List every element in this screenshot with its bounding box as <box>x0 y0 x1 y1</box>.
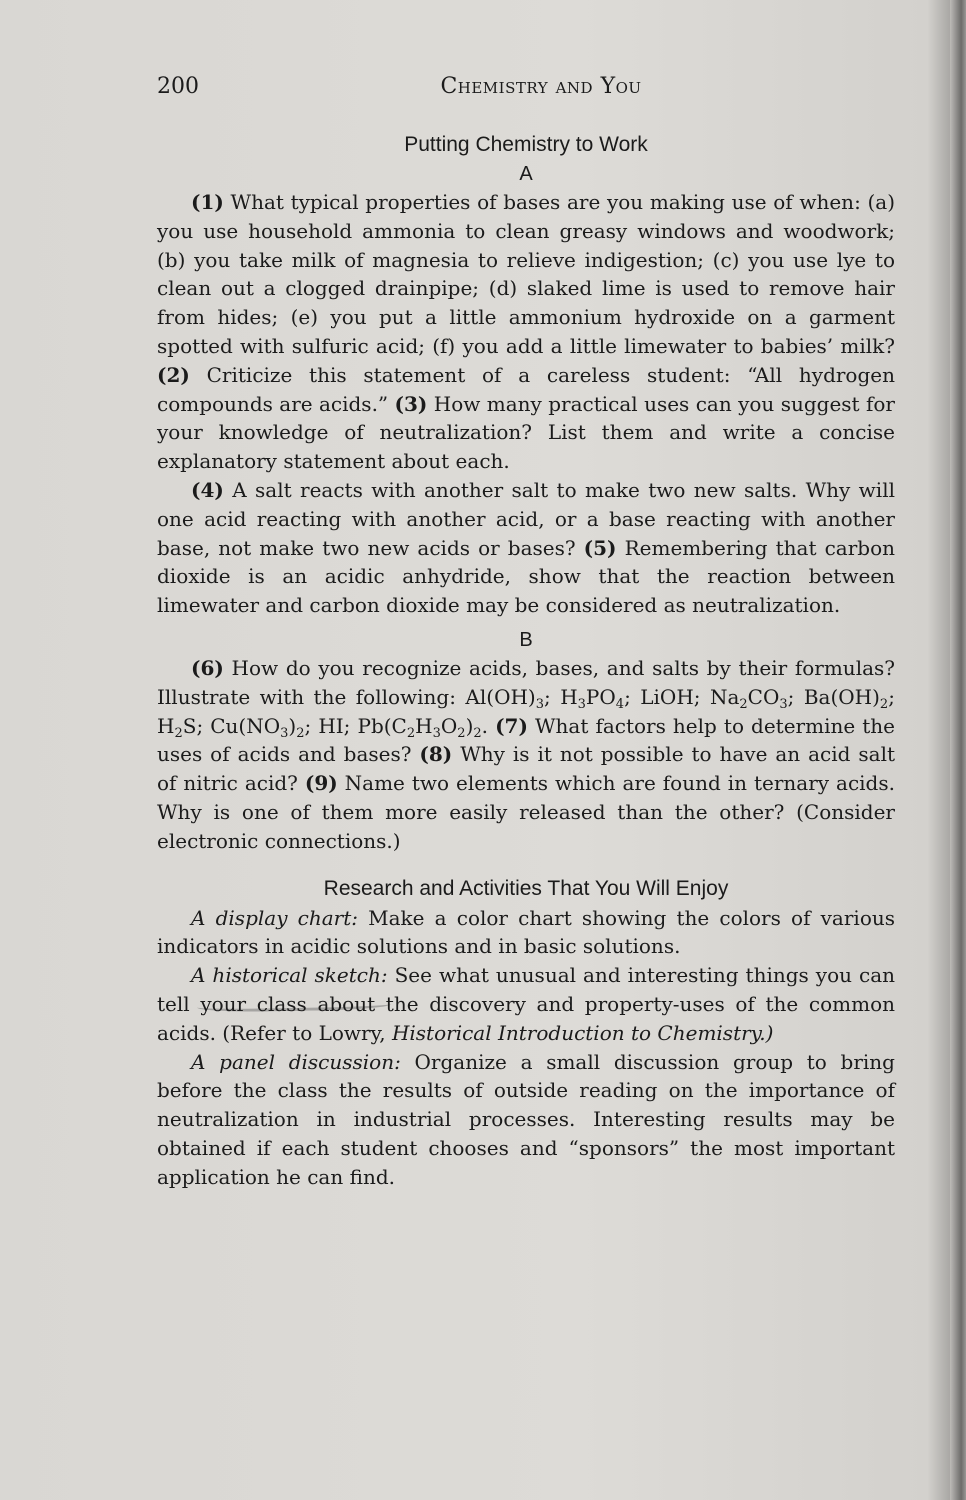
formula-lioh: LiOH <box>640 684 694 709</box>
section-title-putting-chemistry: Putting Chemistry to Work <box>404 133 648 156</box>
activity-text: See what unusual and interesting things you can tell your class about the discovery and property-uses of the common acids. (Refer to Lowry, <box>157 963 895 1045</box>
question-text: Name two elements which are found in ternary acids. Why is one of them more easily released than the other? (Consider electronic connections.) <box>157 771 895 853</box>
question-number: (5) <box>583 535 617 560</box>
question-text: What typical properties of bases are you making use of when: (a) you use household ammonia to clean greasy windows and woodwork; (b) you take milk of magnesia to relieve indigestion; (c) you use lye to clean out a clogged drainpipe; (d) slaked lime is used to remove hair from hides; (e) you put a little ammonium hydroxide on a garment spotted with sulfuric acid; (f) you add a little limewater to babies’ milk? <box>157 190 895 358</box>
page-body <box>157 130 895 1192</box>
question-number: (8) <box>419 742 453 767</box>
page-edge-shadow <box>950 0 966 1500</box>
question-text: How do you recognize acids, bases, and salts by their formulas? Illustrate with the following: <box>157 655 895 709</box>
question-text: Criticize this statement of a careless student: “All hydrogen compounds are acids.” <box>157 362 895 416</box>
formula-h2s: $H_2S$ <box>157 713 197 741</box>
activity-lead: A historical sketch: <box>191 963 388 988</box>
formula-na2co3: $Na_2CO_3$ <box>709 684 788 712</box>
subsection-label-a: A <box>519 163 533 185</box>
formula-hi: HI <box>318 713 344 738</box>
question-text: Why is it not possible to have an acid salt of nitric acid? <box>157 742 896 796</box>
formula-baoh2: $Ba(OH)_2$ <box>803 684 889 712</box>
page-number: 200 <box>157 74 199 99</box>
question-number: (6) <box>191 655 224 680</box>
activity-text: Organize a small discussion group to bring before the class the results of outside reading on the importance of neutralization in industrial processes. Interesting results may be obtained if each student chooses and “sponsors” the most important application he can find. <box>157 1049 895 1189</box>
question-number: (4) <box>191 477 224 502</box>
formula-h3po4: $H_3PO_4$ <box>560 684 625 712</box>
formula-lead-acetate: $Pb(C_2H_3O_2)_2$ <box>357 713 482 741</box>
question-text: Remembering that carbon dioxide is an acidic anhydride, show that the reaction between limewater and carbon dioxide may be considered as neutralization. <box>157 535 895 618</box>
reference-title: Historical Introduction to Chemistry.) <box>391 1020 774 1045</box>
question-number: (7) <box>495 713 528 738</box>
question-text: A salt reacts with another salt to make two new salts. Why will one acid reacting with another acid, or a base reacting with another base, not make two new acids or bases? <box>157 477 895 560</box>
section-title-research-activities: Research and Activities That You Will Enjoy <box>323 876 729 900</box>
question-number: (1) <box>191 190 224 214</box>
paragraph-questions-6-9: (6) How do you recognize acids, bases, and salts by their formulas? Illustrate with the following: $Al(OH)_3$; $H_3PO_4$; LiOH; $Na_2CO_3$; $Ba(OH)_2$; $H_2S$; $Cu(NO_3)_2$; HI; $Pb(C_2H_3O_2)_2$. (7) What factors help to determine the uses of acids and bases? (8) Why is it not possible to have an acid salt of nitric acid? (9) Name two elements which are found in ternary acids. Why is one of them more easily released than the other? (Consider electronic connections.) <box>157 655 896 853</box>
formula-aloh3: $Al(OH)_3$ <box>465 684 544 712</box>
activity-panel-discussion <box>157 1048 895 1192</box>
activity-text: Make a color chart showing the colors of various indicators in acidic solutions and in basic solutions. <box>157 905 896 959</box>
question-number: (9) <box>304 771 338 796</box>
running-head: Chemistry and You <box>440 74 642 99</box>
page-header <box>157 74 895 106</box>
question-number: (2) <box>157 362 190 387</box>
activity-lead: A display chart: <box>191 905 358 930</box>
activity-display-chart <box>157 904 895 962</box>
question-number: (3) <box>394 391 428 416</box>
activity-lead: A panel discussion: <box>191 1049 401 1074</box>
question-text: What factors help to determine the uses of acids and bases? <box>157 713 896 767</box>
subsection-label-b: B <box>519 628 533 651</box>
paragraph-questions-4-5 <box>157 476 895 620</box>
formula-cuno32: $Cu(NO_3)_2$ <box>210 713 305 741</box>
question-text: How many practical uses can you suggest for your knowledge of neutralization? List them and write a concise explanatory statement about each. <box>157 391 895 474</box>
activity-historical-sketch <box>157 961 895 1047</box>
paragraph-questions-1-3 <box>157 188 895 476</box>
